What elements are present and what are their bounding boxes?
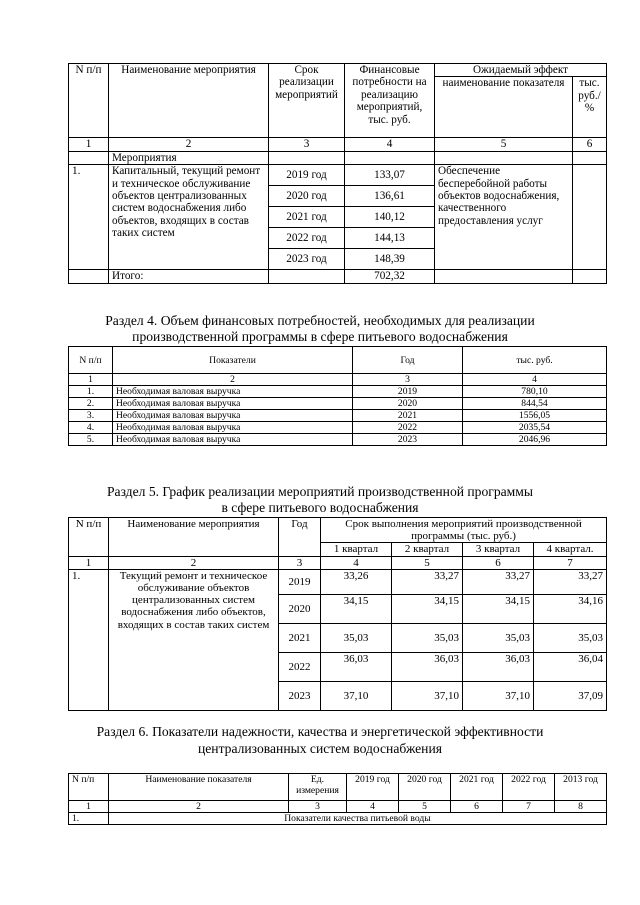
quarter-value: 36,03 [463, 652, 534, 681]
row-num: 1. [69, 386, 113, 398]
colnum: 2 [109, 556, 279, 569]
value-cell: 133,07 [345, 165, 435, 186]
table-row [69, 410, 607, 422]
header-value: тыс. руб. [463, 347, 607, 374]
quarter-value: 33,27 [534, 569, 607, 594]
row-num: 3. [69, 410, 113, 422]
row-name: Необходимая валовая выручка [113, 434, 353, 446]
colnum: 1 [69, 138, 109, 151]
colnum: 3 [279, 556, 321, 569]
colnum: 8 [555, 801, 607, 813]
table-row [69, 434, 607, 446]
quarter-value: 35,03 [534, 623, 607, 652]
table-row [69, 398, 607, 410]
value-cell: 148,39 [345, 249, 435, 270]
year-cell: 2019 год [269, 165, 345, 186]
measures-table [68, 63, 607, 284]
section5-subtitle: в сфере питьевого водоснабжения [221, 500, 419, 515]
header-effect: Ожидаемый эффект [435, 64, 607, 77]
row-num: 4. [69, 422, 113, 434]
colnum: 2 [113, 374, 353, 386]
table-row [69, 386, 607, 398]
colnum: 4 [345, 138, 435, 151]
year-cell: 2020 [279, 594, 321, 623]
quarter-value: 35,03 [463, 623, 534, 652]
section-label: Мероприятия [109, 151, 269, 164]
year-cell: 2023 год [269, 249, 345, 270]
quarter-value: 33,27 [392, 569, 463, 594]
header-num: N п/п [69, 518, 109, 557]
row-name: Необходимая валовая выручка [113, 398, 353, 410]
header-indicators: Показатели [113, 347, 353, 374]
row-value: 844,54 [463, 398, 607, 410]
section4-subtitle: производственной программы в сфере питьевого водоснабжения [132, 329, 508, 344]
indicators-table [68, 773, 607, 825]
colnum: 7 [503, 801, 555, 813]
quarter-value: 37,10 [463, 681, 534, 710]
section5-title: Раздел 5. График реализации мероприятий производственной программы [106, 484, 534, 499]
row-name: Необходимая валовая выручка [113, 410, 353, 422]
quarter-value: 33,26 [321, 569, 392, 594]
colnum: 4 [321, 556, 392, 569]
quarter-value: 35,03 [392, 623, 463, 652]
quarter-value: 37,10 [321, 681, 392, 710]
header-year: 2020 год [399, 774, 451, 801]
colnum: 1 [69, 801, 109, 813]
row-value: 780,10 [463, 386, 607, 398]
quarter-value: 36,03 [392, 652, 463, 681]
schedule-table [68, 517, 607, 711]
row-year: 2020 [353, 398, 463, 410]
section6-subtitle: централизованных систем водоснабжения [197, 741, 442, 756]
row-year: 2022 [353, 422, 463, 434]
row-num: 1. [69, 569, 109, 710]
value-cell: 136,61 [345, 186, 435, 207]
header-q3: 3 квартал [463, 543, 534, 556]
colnum: 3 [269, 138, 345, 151]
row-num: 1. [69, 165, 109, 270]
row-value: 2046,96 [463, 434, 607, 446]
value-cell: 144,13 [345, 228, 435, 249]
header-year: Год [279, 518, 321, 557]
colnum: 3 [289, 801, 347, 813]
row-label: Показатели качества питьевой воды [109, 813, 607, 825]
row-name: Капитальный, текущий ремонт и техническое обслуживание объектов централизованных систем водоснабжения либо объектов, входящих в состав таких систем [109, 165, 269, 270]
row-name: Необходимая валовая выручка [113, 386, 353, 398]
quarter-value: 36,04 [534, 652, 607, 681]
header-q1: 1 квартал [321, 543, 392, 556]
header-year: 2022 год [503, 774, 555, 801]
colnum: 2 [109, 801, 289, 813]
header-year: 2021 год [451, 774, 503, 801]
colnum: 4 [463, 374, 607, 386]
colnum: 6 [463, 556, 534, 569]
header-unit: тыс. руб./ % [573, 77, 607, 138]
row-effect: Обеспечение бесперебойной работы объектов водоснабжения, качественного предоставления услуг [435, 165, 573, 270]
header-num: N п/п [69, 774, 109, 801]
row-num: 5. [69, 434, 113, 446]
colnum: 4 [347, 801, 399, 813]
year-cell: 2023 [279, 681, 321, 710]
quarter-value: 34,15 [392, 594, 463, 623]
colnum: 6 [451, 801, 503, 813]
year-cell: 2019 [279, 569, 321, 594]
colnum: 2 [109, 138, 269, 151]
table-row [69, 422, 607, 434]
colnum: 1 [69, 374, 113, 386]
row-year: 2021 [353, 410, 463, 422]
quarter-value: 37,09 [534, 681, 607, 710]
row-num: 2. [69, 398, 113, 410]
quarter-value: 34,15 [463, 594, 534, 623]
header-year: 2019 год [347, 774, 399, 801]
row-value: 2035,54 [463, 422, 607, 434]
header-name: Наименование мероприятия [109, 64, 269, 138]
colnum: 7 [534, 556, 607, 569]
colnum: 5 [392, 556, 463, 569]
year-cell: 2021 год [269, 207, 345, 228]
year-cell: 2022 год [269, 228, 345, 249]
row-year: 2019 [353, 386, 463, 398]
header-finance: Финансовые потребности на реализацию мероприятий, тыс. руб. [345, 64, 435, 138]
header-name: Наименование мероприятия [109, 518, 279, 557]
header-year: Год [353, 347, 463, 374]
colnum: 5 [399, 801, 451, 813]
year-cell: 2020 год [269, 186, 345, 207]
section6-title: Раздел 6. Показатели надежности, качества и энергетической эффективности [96, 724, 544, 739]
header-unit: Ед. измерения [289, 774, 347, 801]
header-num: N п/п [69, 64, 109, 138]
row-year: 2023 [353, 434, 463, 446]
year-cell: 2021 [279, 623, 321, 652]
quarter-value: 34,15 [321, 594, 392, 623]
colnum: 5 [435, 138, 573, 151]
header-q2: 2 квартал [392, 543, 463, 556]
header-num: N п/п [69, 347, 113, 374]
row-value: 1556,05 [463, 410, 607, 422]
quarter-value: 37,10 [392, 681, 463, 710]
header-year: 2013 год [555, 774, 607, 801]
header-term: Срок реализации мероприятий [269, 64, 345, 138]
row-name: Необходимая валовая выручка [113, 422, 353, 434]
colnum: 6 [573, 138, 607, 151]
header-q4: 4 квартал. [534, 543, 607, 556]
quarter-value: 36,03 [321, 652, 392, 681]
value-cell: 140,12 [345, 207, 435, 228]
total-label: Итого: [109, 270, 269, 283]
quarter-value: 33,27 [463, 569, 534, 594]
year-cell: 2022 [279, 652, 321, 681]
total-value: 702,32 [345, 270, 435, 283]
row-num: 1. [69, 813, 109, 825]
colnum: 3 [353, 374, 463, 386]
quarter-value: 35,03 [321, 623, 392, 652]
colnum: 1 [69, 556, 109, 569]
header-term: Срок выполнения мероприятий производственной программы (тыс. руб.) [321, 518, 607, 543]
section4-title: Раздел 4. Объем финансовых потребностей, необходимых для реализации [105, 313, 535, 328]
quarter-value: 34,16 [534, 594, 607, 623]
financial-needs-table [68, 346, 607, 446]
header-name: Наименование показателя [109, 774, 289, 801]
header-indicator: наименование показателя [435, 77, 573, 138]
row-name: Текущий ремонт и техническое обслуживание объектов централизованных систем водоснабжения либо объектов, входящих в состав таких систем [109, 569, 279, 710]
